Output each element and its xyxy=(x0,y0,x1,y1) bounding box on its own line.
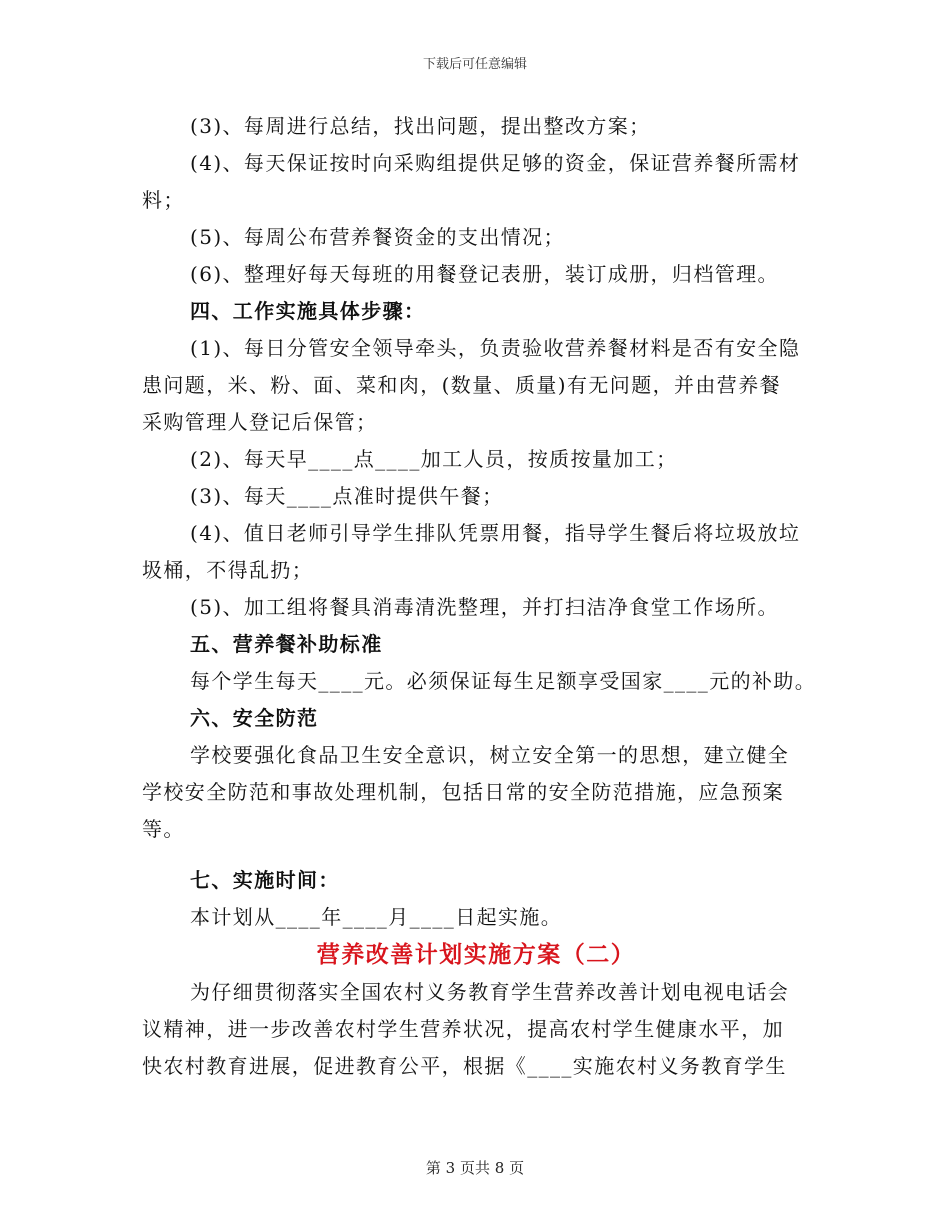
text-line: 学校安全防范和事故处理机制，包括日常的安全防范措施，应急预案 xyxy=(142,780,784,804)
text-line: 为仔细贯彻落实全国农村义务教育学生营养改善计划电视电话会 xyxy=(190,980,790,1004)
paragraph-gap xyxy=(142,848,810,862)
text-line: (5)、加工组将餐具消毒清洗整理，并打扫洁净食堂工作场所。 xyxy=(190,595,779,619)
text-line: 本计划从____年____月____日起实施。 xyxy=(190,905,563,929)
text-line: (4)、每天保证按时向采购组提供足够的资金，保证营养餐所需材 xyxy=(190,151,801,175)
text-line: 圾桶，不得乱扔； xyxy=(142,558,314,582)
text-line: (3)、每天____点准时提供午餐； xyxy=(190,484,504,508)
text-line: 学校要强化食品卫生安全意识，树立安全第一的思想，建立健全 xyxy=(190,743,790,767)
text-line: (5)、每周公布营养餐资金的支出情况； xyxy=(190,225,565,249)
text-line: 每个学生每天____元。必须保证每生足额享受国家____元的补助。 xyxy=(190,669,817,693)
page-footer-number: 第 3 页共 8 页 xyxy=(425,1159,525,1177)
text-line: (4)、值日老师引导学生排队凭票用餐，指导学生餐后将垃圾放垃 xyxy=(190,521,801,545)
text-line: (2)、每天早____点____加工人员，按质按量加工； xyxy=(190,447,678,471)
section-heading: 五、营养餐补助标准 xyxy=(190,632,383,656)
document-body xyxy=(142,108,817,1085)
text-line: 等。 xyxy=(142,817,185,841)
section-heading: 四、工作实施具体步骤： xyxy=(190,299,426,323)
text-line: 采购管理人登记后保管； xyxy=(142,410,378,434)
page-header-note: 下载后可任意编辑 xyxy=(422,57,527,72)
text-line: (3)、每周进行总结，找出问题，提出整改方案； xyxy=(190,114,651,138)
section-heading: 六、安全防范 xyxy=(190,706,319,730)
text-line: 患问题，米、粉、面、菜和肉，(数量、质量)有无问题，并由营养餐 xyxy=(142,373,782,397)
section-heading: 七、实施时间： xyxy=(190,868,340,892)
text-line: 快农村教育进展，促进教育公平，根据《____实施农村义务教育学生 xyxy=(142,1054,787,1078)
text-line: 料； xyxy=(142,188,185,212)
text-line: (6)、整理好每天每班的用餐登记表册，装订成册，归档管理。 xyxy=(190,262,779,286)
text-line: 议精神，进一步改善农村学生营养状况，提高农村学生健康水平，加 xyxy=(142,1017,784,1041)
text-line: (1)、每日分管安全领导牵头，负责验收营养餐材料是否有安全隐 xyxy=(190,336,801,360)
document-title: 营养改善计划实施方案（二） xyxy=(316,941,636,968)
